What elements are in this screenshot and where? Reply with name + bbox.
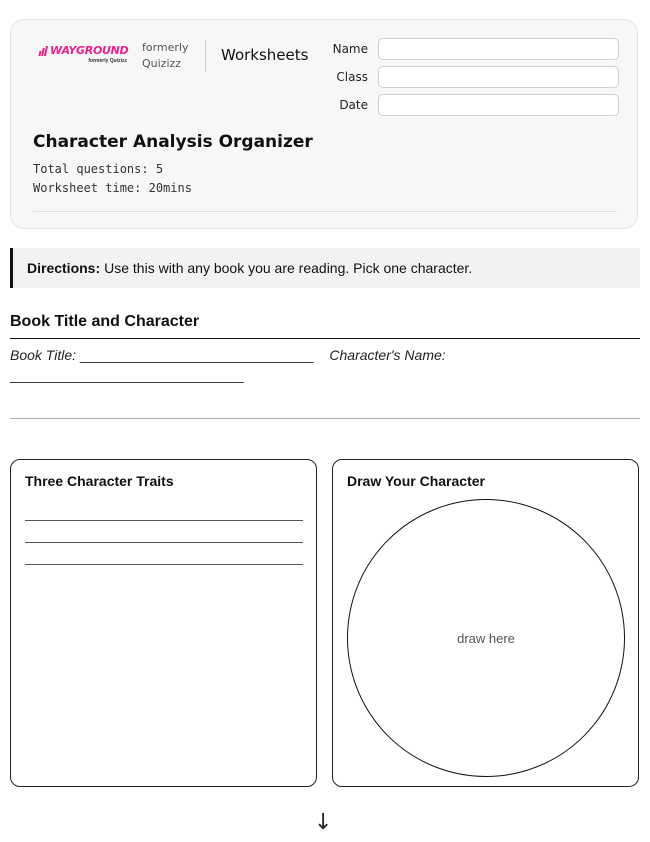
logo-subtext: formerly Quizizz	[88, 58, 127, 64]
date-input[interactable]	[378, 94, 619, 116]
draw-card-title: Draw Your Character	[347, 473, 485, 489]
wayground-logo	[39, 44, 127, 64]
directions-text: Use this with any book you are reading. Pick one character.	[104, 260, 473, 276]
book-title-blank[interactable]: ______________________________	[79, 347, 314, 363]
drawing-circle[interactable]	[347, 499, 625, 777]
book-section-title: Book Title and Character	[10, 313, 640, 339]
draw-placeholder: draw here	[457, 630, 515, 646]
traits-card-title: Three Character Traits	[25, 473, 174, 489]
name-field-row	[311, 38, 619, 60]
worksheet-header	[10, 19, 638, 229]
book-title-row	[10, 347, 446, 363]
formerly-quizizz: formerly Quizizz	[142, 41, 189, 70]
directions-box	[10, 248, 640, 288]
header-divider	[205, 40, 206, 72]
class-label: Class	[336, 70, 368, 84]
worksheet-time: Worksheet time: 20mins	[33, 181, 192, 195]
date-label: Date	[339, 98, 368, 112]
character-name-blank[interactable]: ______________________________	[10, 367, 244, 383]
header-rule	[33, 211, 617, 212]
draw-card	[332, 459, 639, 787]
character-name-label: Character's Name:	[329, 347, 446, 363]
class-field-row	[311, 66, 619, 88]
worksheets-label: Worksheets	[221, 46, 309, 64]
trait-line[interactable]	[25, 564, 303, 565]
name-label: Name	[332, 42, 368, 56]
traits-card	[10, 459, 317, 787]
name-input[interactable]	[378, 38, 619, 60]
class-input[interactable]	[378, 66, 619, 88]
trait-line[interactable]	[25, 542, 303, 543]
trait-line[interactable]	[25, 520, 303, 521]
logo-bars-icon	[39, 46, 47, 56]
worksheet-title: Character Analysis Organizer	[33, 132, 313, 152]
book-title-label: Book Title:	[10, 347, 77, 363]
directions-label: Directions:	[27, 260, 101, 276]
section-separator	[10, 418, 640, 419]
logo-text: WAYGROUND	[50, 44, 129, 57]
total-questions: Total questions: 5	[33, 162, 164, 176]
arrow-down-icon: ↓	[314, 810, 333, 835]
date-field-row	[311, 94, 619, 116]
